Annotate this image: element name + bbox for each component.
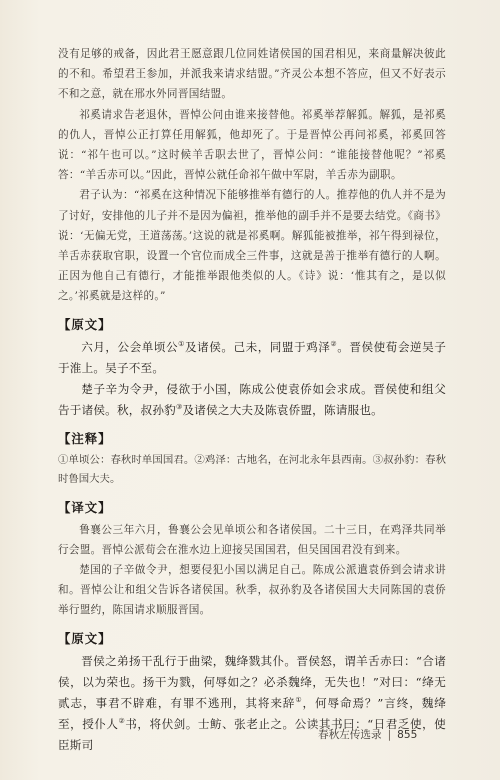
- footnote-marker: ③: [175, 402, 183, 411]
- text-run: 晋侯之弟扬干乱行于曲梁，魏绛戮其仆。晋侯怒，谓羊舌赤曰：“合诸侯，以为荣也。扬干为戮，何辱如之？必杀魏绛，无失也！”对曰：“绛无贰志，事君不辟难，有罪不逃刑，其将来辞: [58, 653, 446, 710]
- text-run: ，何辱命焉？”言终，魏绛至，授仆人: [58, 695, 446, 731]
- footnote-marker: ②: [330, 339, 338, 348]
- text-run: 六月，公会单顷公: [81, 339, 179, 354]
- text-run: 楚子辛为令尹，侵欲于小国，陈成公使袁侨如会求成。晋侯使和组父告于诸侯。秋，叔孙豹: [58, 381, 446, 417]
- text-run: 。晋侯使荀会逆吴子于淮上。吴子不至。: [58, 339, 446, 375]
- section-heading-notes: 【注释】: [58, 430, 112, 446]
- original-text-paragraph: [58, 337, 446, 379]
- section-heading-original: 【原文】: [58, 630, 112, 646]
- translation-paragraph: 没有足够的戒备，因此君王愿意跟几位同姓诸侯国的国君相见，来商量解决彼此的不和。希望君王参加，并派我来请求结盟。”齐灵公本想不答应，但又不好表示不和之意，就在邢水外同晋国结盟。: [58, 48, 446, 101]
- translation-paragraph: 君子认为：“祁奚在这种情况下能够推举有德行的人。推荐他的仇人并不是为了讨好，安排他的儿子并不是因为偏袒，推举他的副手并不是要去结党。《商书》说：‘无偏无党，王道荡荡。’这说的就是祁奚啊。解狐能被推举，祁午得到禄位，羊舌赤获取官职，设置一个官位而成全三件事，这就是善于推举有德行的人啊。正因为他自己有德行，才能推举跟他类似的人。《诗》说：‘惟其有之，是以似之。’祁奚就是这样的。”: [58, 189, 446, 303]
- page-number: 855: [397, 729, 418, 741]
- footnote-marker: ①: [178, 339, 185, 348]
- text-run: 及诸侯。己未，同盟于鸡泽: [184, 339, 331, 354]
- translation-paragraph: 祁奚请求告老退休，晋悼公问由谁来接替他。祁奚举荐解狐。解狐，是祁奚的仇人，晋悼公正打算任用解狐，他却死了。于是晋悼公再问祁奚，祁奚回答说：“祁午也可以。”这时候羊舌职去世了，晋悼公问：“谁能接替他呢？”祁奚答：“羊舌赤可以。”因此，晋悼公就任命祁午做中军尉，羊舌赤为副职。: [58, 108, 446, 182]
- footnote-marker: ②: [118, 716, 126, 725]
- translation-paragraph: 楚国的子辛做令尹，想要侵犯小国以满足自己。陈成公派遣袁侨到会请求讲和。晋悼公让和组父告诉各诸侯国。秋季，叔孙豹及各诸侯国大夫同陈国的袁侨举行盟约，陈国请求顺服晋国。: [58, 564, 446, 617]
- footer-divider: |: [387, 729, 392, 741]
- translation-paragraph: 鲁襄公三年六月，鲁襄公会见单顷公和各诸侯国。二十三日，在鸡泽共同举行会盟。晋悼公派荀会在淮水边上迎接吴国国君，但吴国国君没有到来。: [58, 523, 446, 556]
- original-text-paragraph: [58, 379, 446, 421]
- notes-paragraph: ①单顷公：春秋时单国国君。②鸡泽：古地名，在河北永年县西南。③叔孙豹：春秋时鲁国大夫。: [58, 453, 446, 486]
- text-run: 及诸侯之大夫及陈袁侨盟，陈请服也。: [182, 402, 383, 417]
- footnote-marker: ①: [295, 695, 303, 704]
- section-heading-translation: 【译文】: [58, 499, 112, 515]
- section-heading-original: 【原文】: [58, 316, 112, 332]
- running-title: 春秋左传选录: [318, 729, 382, 741]
- text-run: 书，将伏剑。士鲂、张老止之。公读其书曰：“日君乏使，使臣斯司: [58, 716, 446, 752]
- page-body: [58, 44, 446, 756]
- page-footer: [318, 727, 468, 742]
